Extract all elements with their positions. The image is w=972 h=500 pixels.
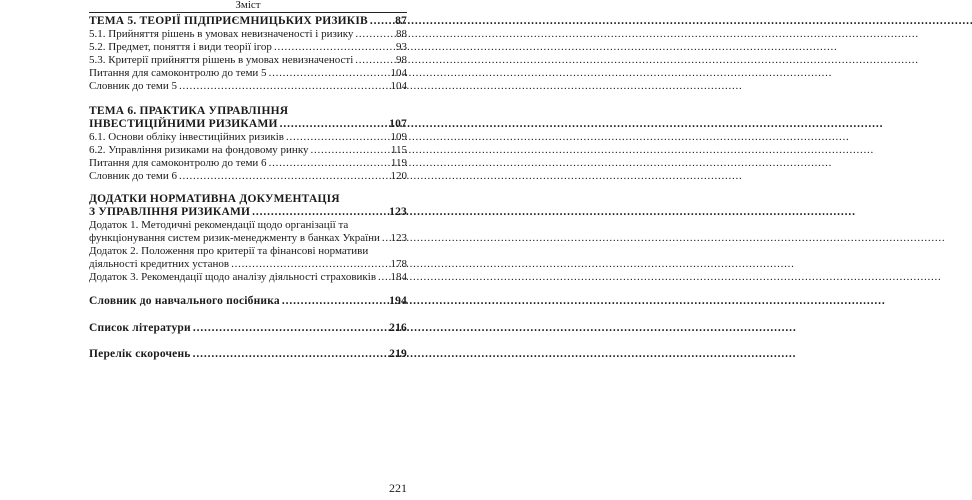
- toc-item-title: 5.2. Предмет, поняття і види теорії ігор: [89, 41, 272, 53]
- toc-page-number: 107: [389, 118, 407, 130]
- toc-leader: [179, 80, 389, 93]
- toc-item-appendix1-line1[interactable]: Додаток 1. Методичні рекомендації щодо організації та: [89, 219, 349, 231]
- toc-section-appendices: [89, 193, 407, 284]
- toc-item-appendix1[interactable]: [89, 232, 407, 245]
- toc-leader: [370, 15, 394, 28]
- toc-heading-title: З УПРАВЛІННЯ РИЗИКАМИ: [89, 206, 251, 218]
- toc-page-number: 178: [390, 258, 407, 270]
- toc-item-appendix2[interactable]: [89, 258, 407, 271]
- toc-heading-abbreviations[interactable]: [89, 348, 407, 361]
- section-spacer: [89, 308, 407, 322]
- section-spacer: [89, 284, 407, 295]
- toc-page-number: 115: [390, 144, 407, 156]
- toc-leader: [286, 131, 390, 144]
- toc-item-title: 5.3. Критерії прийняття рішень в умовах невизначеності: [89, 54, 354, 66]
- toc-heading-title: Словник до навчального посібника: [89, 295, 280, 307]
- table-of-contents: [89, 15, 407, 361]
- toc-leader: [282, 295, 388, 308]
- toc-page-number: 98: [396, 54, 407, 66]
- toc-item-title: Додаток 3. Рекомендації щодо аналізу діяльності страховиків: [89, 271, 377, 283]
- toc-item[interactable]: [89, 41, 407, 54]
- toc-leader: [311, 144, 390, 157]
- toc-page-number: 219: [389, 348, 407, 360]
- toc-item-appendix3[interactable]: [89, 271, 407, 284]
- running-header: Зміст: [235, 0, 261, 11]
- toc-heading-appendices-line1[interactable]: ДОДАТКИ НОРМАТИВНА ДОКУМЕНТАЦІЯ: [89, 193, 340, 205]
- toc-heading-references[interactable]: [89, 322, 407, 335]
- toc-leader: [355, 28, 395, 41]
- toc-item[interactable]: [89, 157, 407, 170]
- toc-heading-title: Список літератури: [89, 322, 191, 334]
- toc-leader: [252, 206, 388, 219]
- section-spacer: [89, 335, 407, 348]
- toc-leader: [193, 348, 389, 361]
- toc-item[interactable]: [89, 80, 407, 93]
- toc-page-number: 123: [390, 232, 407, 244]
- toc-page-number: 104: [390, 80, 407, 92]
- toc-leader: [378, 271, 389, 284]
- toc-page-number: 109: [390, 131, 407, 143]
- toc-item[interactable]: [89, 28, 407, 41]
- toc-heading-glossary[interactable]: [89, 295, 407, 308]
- header-rule: [89, 12, 407, 13]
- toc-leader: [280, 118, 389, 131]
- toc-page-number: 119: [390, 157, 407, 169]
- toc-item[interactable]: [89, 54, 407, 67]
- toc-leader: [269, 157, 390, 170]
- toc-leader: [382, 232, 390, 245]
- toc-heading-appendices[interactable]: [89, 206, 407, 219]
- toc-section-topic6: [89, 105, 407, 183]
- toc-item[interactable]: [89, 170, 407, 183]
- toc-item-title: Питання для самоконтролю до теми 6: [89, 157, 267, 169]
- toc-page-number: 88: [396, 28, 407, 40]
- toc-item[interactable]: [89, 131, 407, 144]
- toc-leader: [269, 67, 390, 80]
- toc-page-number: 87: [395, 15, 407, 27]
- toc-heading-topic6[interactable]: [89, 118, 407, 131]
- toc-item-title: 5.1. Прийняття рішень в умовах невизначеності і ризику: [89, 28, 354, 40]
- toc-page-number: 93: [396, 41, 407, 53]
- toc-page-number: 120: [390, 170, 407, 182]
- toc-page-number: 104: [390, 67, 407, 79]
- toc-leader: [193, 322, 388, 335]
- toc-item[interactable]: [89, 144, 407, 157]
- toc-leader: [179, 170, 389, 183]
- toc-section-topic5: [89, 15, 407, 93]
- section-spacer: [89, 93, 407, 105]
- toc-heading-topic5[interactable]: [89, 15, 407, 28]
- toc-item-title: Словник до теми 6: [89, 170, 178, 182]
- toc-item-title: Питання для самоконтролю до теми 5: [89, 67, 267, 79]
- toc-heading-title: ТЕМА 5. ТЕОРІЇ ПІДПРИЄМНИЦЬКИХ РИЗИКІВ: [89, 15, 368, 27]
- section-spacer: [89, 183, 407, 193]
- toc-heading-topic6-line1[interactable]: ТЕМА 6. ПРАКТИКА УПРАВЛІННЯ: [89, 105, 289, 117]
- toc-heading-title: ІНВЕСТИЦІЙНИМИ РИЗИКАМИ: [89, 118, 278, 130]
- toc-leader: [231, 258, 389, 271]
- page-number: 221: [389, 481, 407, 495]
- toc-item-title: діяльності кредитних установ: [89, 258, 230, 270]
- toc-page-number: 194: [389, 295, 407, 307]
- toc-item-title: 6.2. Управління ризиками на фондовому ринку: [89, 144, 309, 156]
- toc-leader: [274, 41, 395, 54]
- toc-item-title: функціонування систем ризик-менеджменту в банках України: [89, 232, 380, 244]
- toc-item-title: 6.1. Основи обліку інвестиційних ризиків: [89, 131, 284, 143]
- toc-item-appendix2-line1[interactable]: Додаток 2. Положення про критерії та фінансові нормативи: [89, 245, 369, 257]
- toc-page-number: 123: [389, 206, 407, 218]
- toc-item-title: Словник до теми 5: [89, 80, 178, 92]
- toc-page-number: 216: [389, 322, 407, 334]
- toc-page-number: 184: [390, 271, 407, 283]
- toc-heading-title: Перелік скорочень: [89, 348, 191, 360]
- toc-leader: [355, 54, 395, 67]
- toc-item[interactable]: [89, 67, 407, 80]
